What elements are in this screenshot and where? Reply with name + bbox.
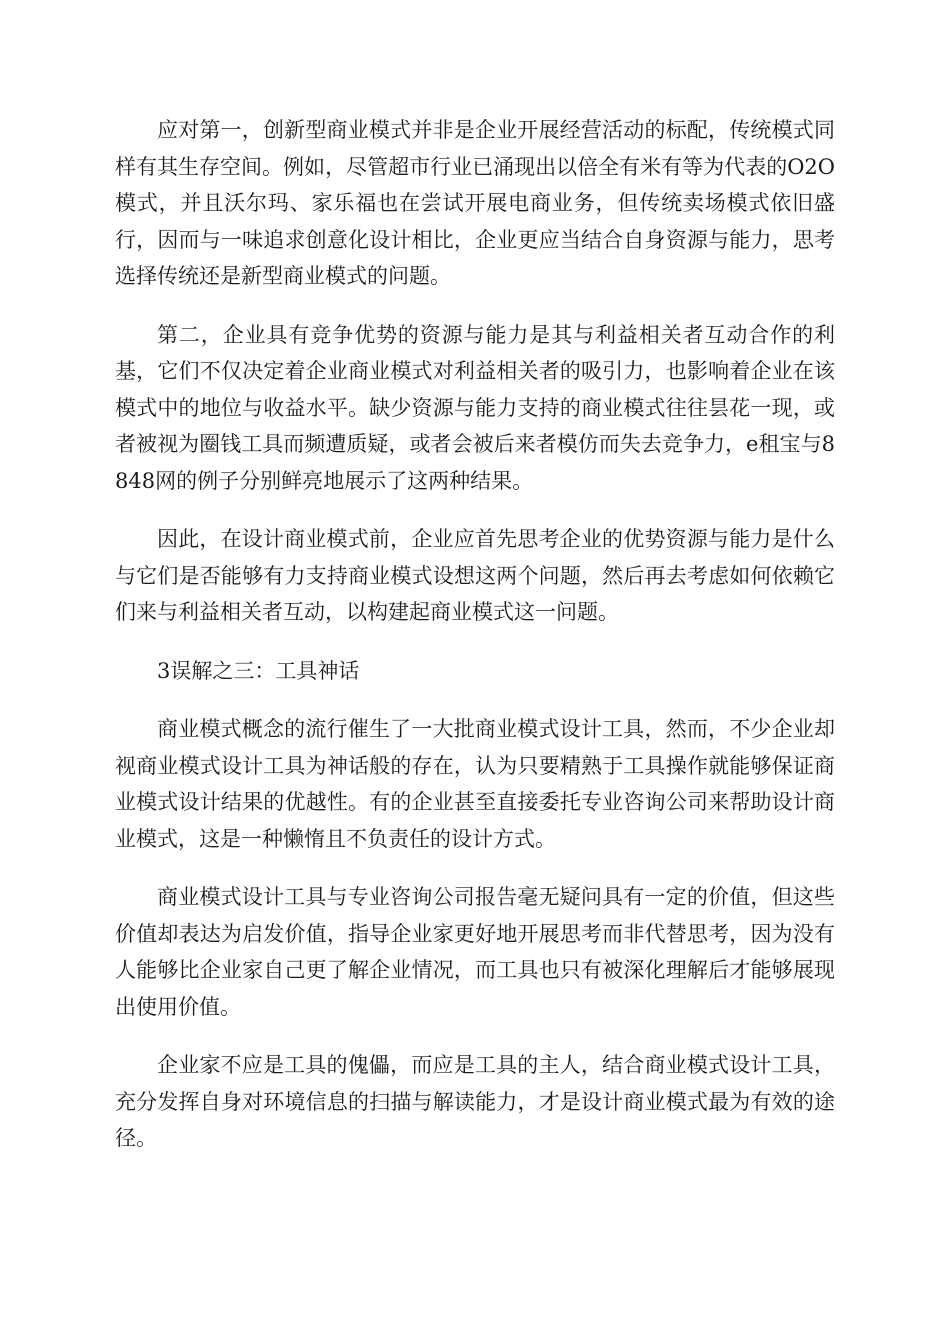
paragraph-2: 第二，企业具有竞争优势的资源与能力是其与利益相关者互动合作的利基，它们不仅决定着企业商业模式对利益相关者的吸引力，也影响着企业在该模式中的地位与收益水平。缺少资源与能力支持的商业模式往往昙花一现，或者被视为圈钱工具而频遭质疑，或者会被后来者模仿而失去竞争力，e租宝与8848网的例子分别鲜亮地展示了这两种结果。 [115, 322, 835, 493]
paragraph-3: 因此，在设计商业模式前，企业应首先思考企业的优势资源与能力是什么与它们是否能够有力支持商业模式设想这两个问题，然后再去考虑如何依赖它们来与利益相关者互动，以构建起商业模式这一问题。 [115, 527, 835, 624]
section-heading: 3误解之三：工具神话 [157, 658, 360, 683]
paragraph-4: 商业模式概念的流行催生了一大批商业模式设计工具，然而，不少企业却视商业模式设计工具为神话般的存在，认为只要精熟于工具操作就能够保证商业模式设计结果的优越性。有的企业甚至直接委托专业咨询公司来帮助设计商业模式，这是一种懒惰且不负责任的设计方式。 [115, 717, 835, 851]
paragraph-6: 企业家不应是工具的傀儡，而应是工具的主人，结合商业模式设计工具，充分发挥自身对环境信息的扫描与解读能力，才是设计商业模式最为有效的途径。 [115, 1053, 835, 1150]
paragraph-1: 应对第一，创新型商业模式并非是企业开展经营活动的标配，传统模式同样有其生存空间。例如，尽管超市行业已涌现出以倍全有米有等为代表的O2O模式，并且沃尔玛、家乐福也在尝试开展电商业务，但传统卖场模式依旧盛行，因而与一味追求创意化设计相比，企业更应当结合自身资源与能力，思考选择传统还是新型商业模式的问题。 [115, 118, 835, 288]
paragraph-5: 商业模式设计工具与专业咨询公司报告毫无疑问具有一定的价值，但这些价值却表达为启发价值，指导企业家更好地开展思考而非代替思考，因为没有人能够比企业家自己更了解企业情况，而工具也只有被深化理解后才能够展现出使用价值。 [115, 885, 835, 1019]
document-body [115, 112, 835, 1179]
